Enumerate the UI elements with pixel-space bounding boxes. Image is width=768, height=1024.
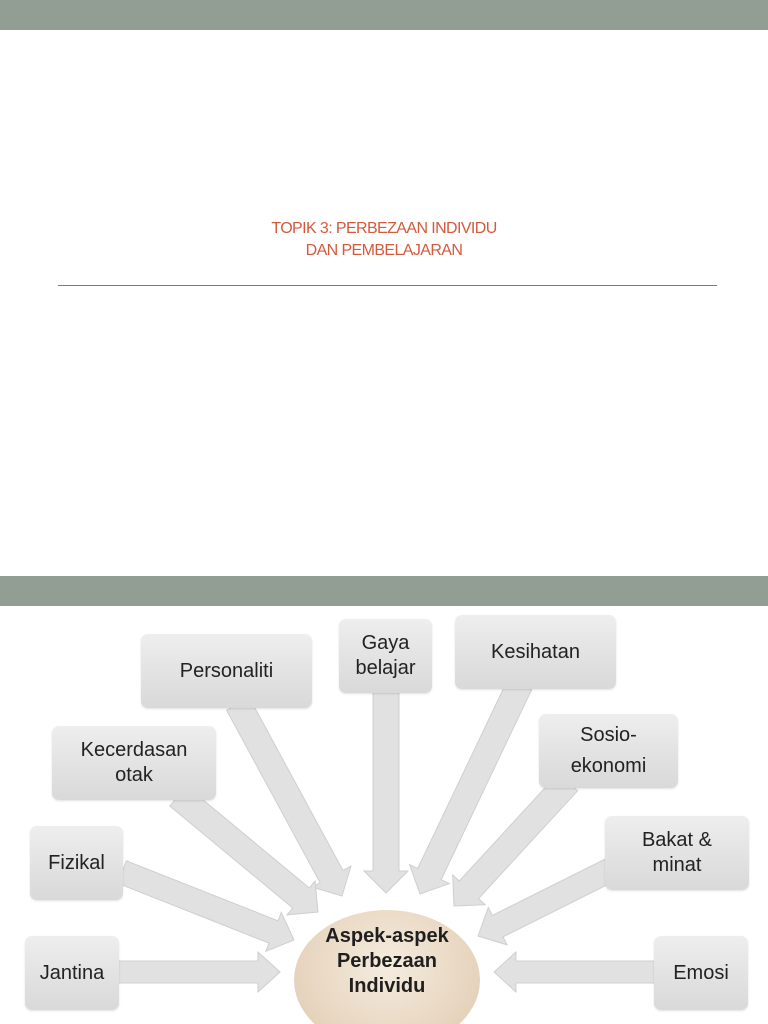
diagram-slide bbox=[0, 606, 768, 1024]
arrow-jantina bbox=[118, 952, 280, 992]
aspect-label: Kesihatan bbox=[491, 640, 580, 663]
top-band bbox=[0, 0, 768, 30]
aspect-emosi bbox=[654, 936, 748, 1010]
arrow-gaya-belajar bbox=[364, 688, 408, 893]
aspect-label: Kecerdasan otak bbox=[80, 739, 188, 786]
section-band bbox=[0, 576, 768, 606]
title-slide bbox=[0, 30, 768, 576]
aspect-personaliti bbox=[141, 634, 312, 708]
aspect-fizikal bbox=[30, 826, 123, 900]
aspect-kecerdasan-otak bbox=[52, 726, 216, 800]
aspect-label: Gaya belajar bbox=[355, 632, 416, 679]
slide-title bbox=[0, 218, 768, 262]
aspect-label: Personaliti bbox=[179, 659, 274, 682]
center-hub-label: Aspek-aspek Perbezaan Individu bbox=[325, 925, 449, 997]
title-rule bbox=[58, 285, 717, 286]
slide-title-line-1: TOPIK 3: PERBEZAAN INDIVIDU bbox=[271, 220, 497, 237]
aspect-label: Sosio-ekonomi bbox=[570, 724, 647, 777]
aspect-label: Jantina bbox=[39, 961, 105, 984]
aspect-bakat-minat bbox=[605, 816, 749, 890]
aspect-label: Fizikal bbox=[48, 851, 105, 874]
arrow-kesihatan bbox=[410, 678, 532, 894]
aspect-label: Emosi bbox=[673, 961, 729, 984]
aspect-sosio-ekonomi bbox=[539, 714, 678, 788]
aspect-kesihatan bbox=[455, 615, 616, 689]
aspect-gaya-belajar bbox=[339, 619, 432, 693]
slide-title-line-2: DAN PEMBELAJARAN bbox=[305, 242, 463, 259]
arrow-emosi bbox=[494, 952, 656, 992]
aspect-label: Bakat & minat bbox=[641, 829, 713, 876]
center-hub bbox=[294, 910, 480, 1024]
aspect-jantina bbox=[25, 936, 119, 1010]
